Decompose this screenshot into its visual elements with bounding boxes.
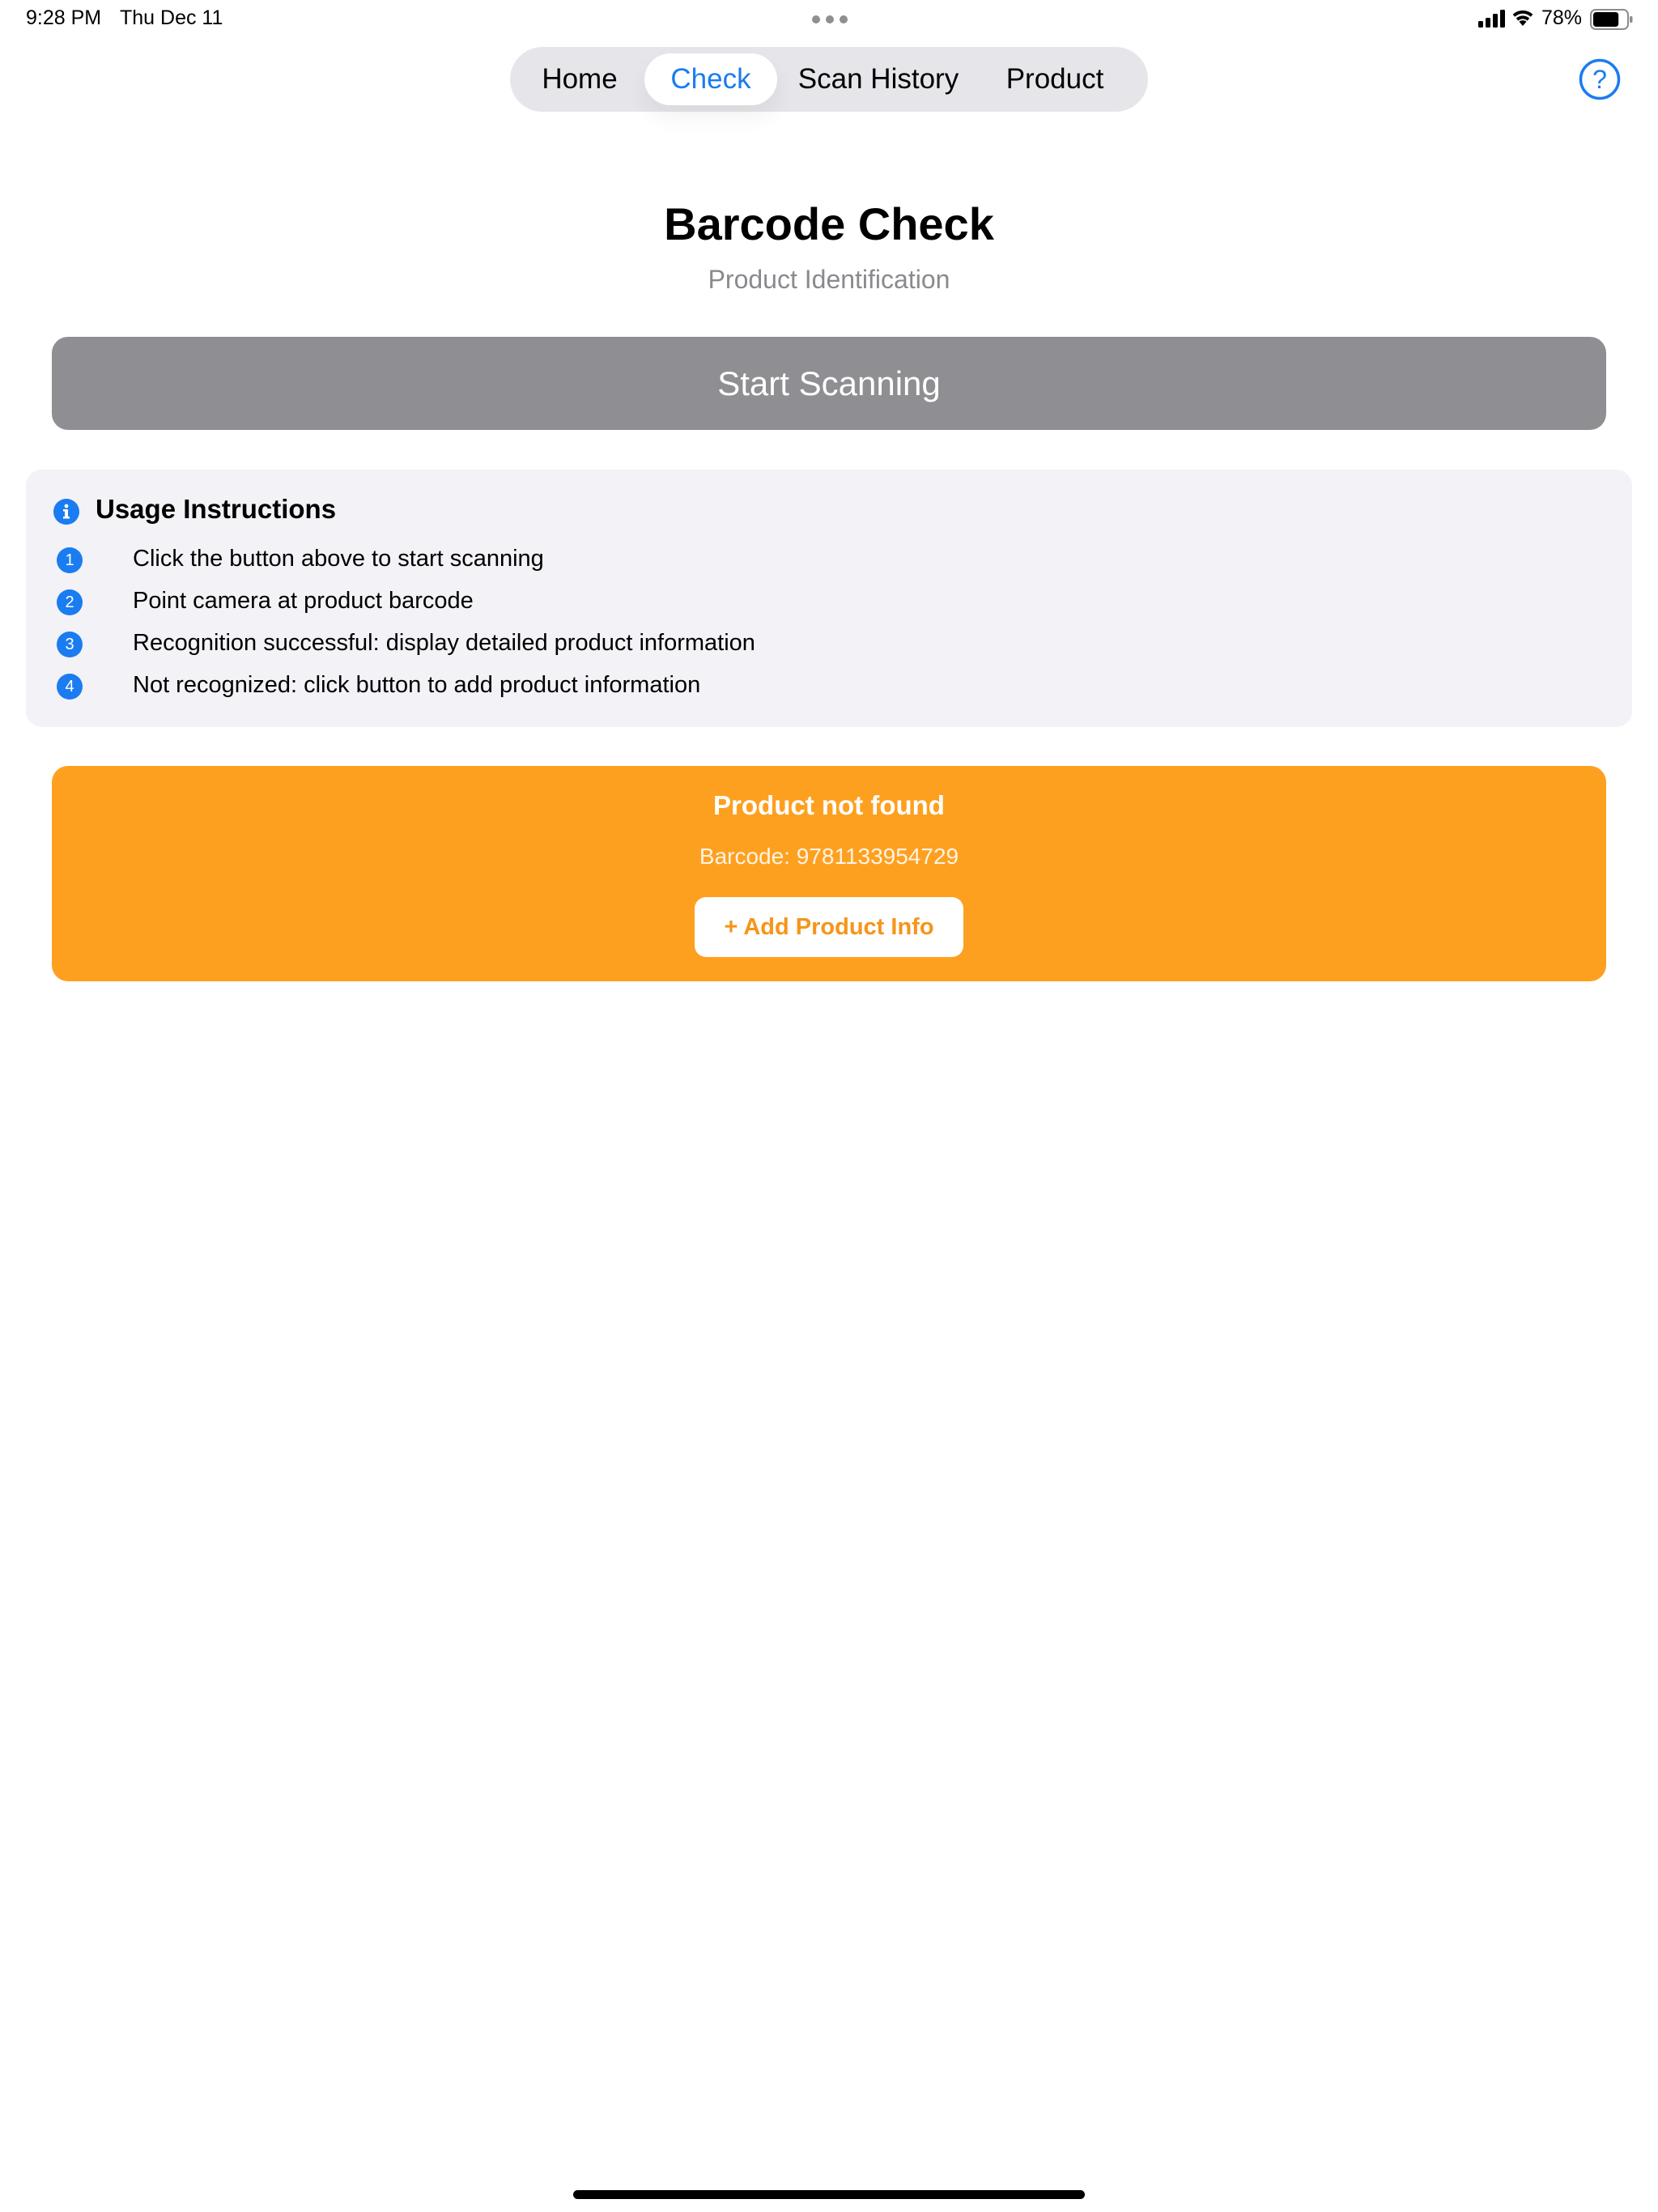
page-subtitle: Product Identification <box>708 265 950 294</box>
status-date: Thu Dec 11 <box>120 6 223 29</box>
status-time: 9:28 PM <box>26 6 102 29</box>
step-text: Not recognized: click button to add product information <box>133 672 701 698</box>
instruction-step <box>57 544 1595 576</box>
instruction-step <box>57 628 1595 661</box>
step-number-badge: 2 <box>57 589 83 615</box>
wifi-icon <box>1511 8 1535 28</box>
battery-icon <box>1590 9 1634 30</box>
status-bar <box>0 0 1658 40</box>
tab-product[interactable]: Product <box>1005 63 1104 95</box>
tab-scan-history[interactable]: Scan History <box>797 63 959 95</box>
instruction-step <box>57 586 1595 619</box>
info-circle-icon <box>53 499 79 525</box>
start-scanning-button[interactable]: Start Scanning <box>52 337 1606 430</box>
step-number-badge: 1 <box>57 547 83 573</box>
not-found-title: Product not found <box>713 790 945 820</box>
tab-check[interactable]: Check <box>644 53 777 105</box>
usage-instructions-card <box>26 470 1632 727</box>
instruction-step <box>57 670 1595 703</box>
tab-home[interactable]: Home <box>542 63 618 95</box>
home-indicator[interactable] <box>573 2190 1085 2199</box>
step-number-badge: 3 <box>57 632 83 657</box>
cellular-signal-icon <box>1478 10 1506 28</box>
question-circle-icon[interactable] <box>1579 58 1621 100</box>
step-text: Click the button above to start scanning <box>133 546 544 572</box>
product-not-found-card <box>52 766 1606 981</box>
step-text: Point camera at product barcode <box>133 588 474 614</box>
step-text: Recognition successful: display detailed product information <box>133 630 755 656</box>
multitask-dots-icon[interactable] <box>812 15 848 23</box>
segmented-tab-bar <box>510 47 1148 112</box>
instructions-title: Usage Instructions <box>96 494 337 524</box>
page-title: Barcode Check <box>664 198 994 249</box>
battery-percent: 78% <box>1541 6 1583 29</box>
barcode-value: Barcode: 9781133954729 <box>699 844 959 869</box>
step-number-badge: 4 <box>57 674 83 700</box>
svg-text:?: ? <box>1592 65 1607 94</box>
add-product-info-button[interactable]: + Add Product Info <box>695 897 963 957</box>
